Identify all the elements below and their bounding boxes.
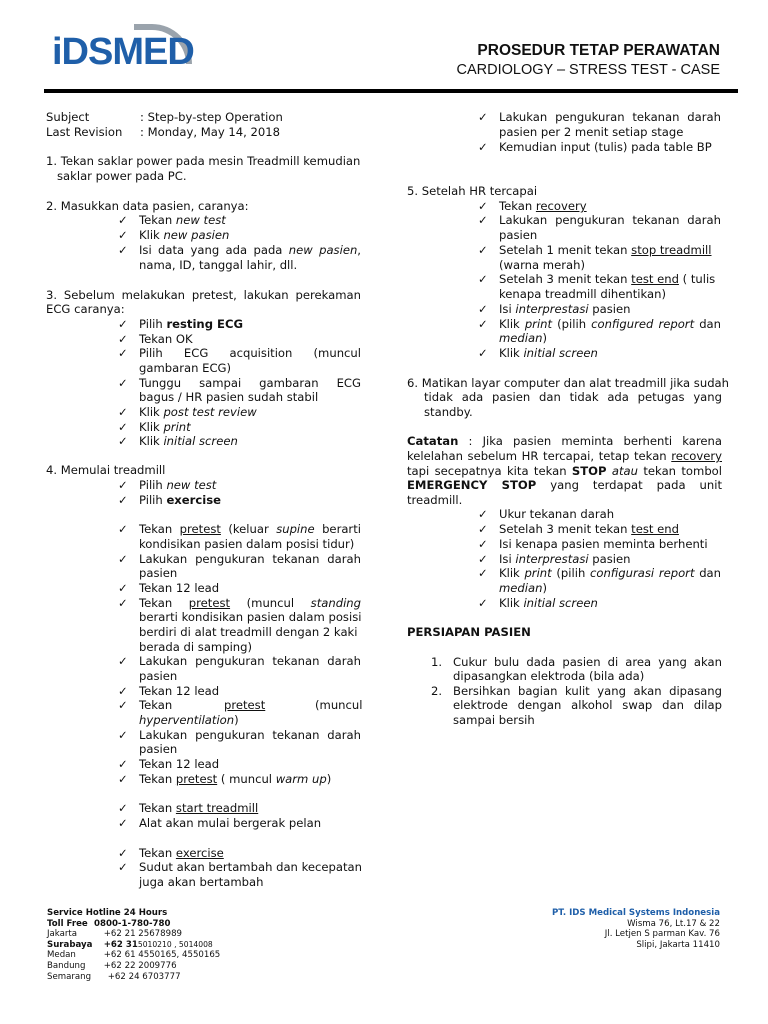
list-item: Tekan pretest (keluar supine berarti — [139, 522, 361, 536]
prep-heading: PERSIAPAN PASIEN — [407, 625, 531, 639]
address-line: Jl. Letjen S parman Kav. 76 — [604, 929, 720, 940]
checkmark-icon — [478, 199, 492, 213]
list-item: Tekan OK — [139, 332, 193, 346]
list-item: Alat akan mulai bergerak pelan — [139, 816, 322, 830]
company-name: PT. IDS Medical Systems Indonesia — [551, 908, 720, 918]
step-5-heading: 5. Setelah HR tercapai — [407, 184, 538, 198]
checkmark-icon — [118, 434, 132, 448]
checkmark-icon — [118, 522, 132, 536]
checkmark-icon — [118, 243, 132, 257]
list-item: Klik initial screen — [499, 346, 598, 360]
prep-item-cont: elektrode dengan alkohol swap dan dilap — [453, 698, 722, 712]
list-item-cont: pasien — [499, 228, 538, 242]
list-item: Lakukan pengukuran tekanan darah — [499, 213, 721, 227]
checkmark-icon — [478, 317, 492, 331]
subject-label: Subject — [46, 110, 90, 124]
bandung-row: Bandung +62 22 2009776 — [47, 960, 177, 971]
note-line-1: Catatan : Jika pasien meminta berhenti karena — [407, 434, 722, 448]
step-4-heading: 4. Memulai treadmill — [46, 463, 166, 477]
list-item: Tekan 12 lead — [139, 757, 220, 771]
prep-item: Bersihkan bagian kulit yang akan dipasang — [453, 684, 722, 698]
revision-label: Last Revision — [46, 125, 123, 139]
list-item: Setelah 3 menit tekan test end ( tulis — [499, 272, 716, 286]
step-6-line-3: standby. — [424, 405, 473, 419]
checkmark-icon — [118, 493, 132, 507]
list-item: Isi kenapa pasien meminta berhenti — [499, 537, 708, 551]
document-title: PROSEDUR TETAP PERAWATAN — [477, 42, 720, 59]
checkmark-icon — [478, 552, 492, 566]
list-item: Klik new pasien — [139, 228, 230, 242]
list-item: Isi data yang ada pada new pasien, — [139, 243, 361, 257]
list-item: Klik initial screen — [499, 596, 598, 610]
step-1-line-2: saklar power pada PC. — [57, 169, 187, 183]
checkmark-icon — [118, 552, 132, 566]
list-item-cont: berada di samping) — [139, 640, 253, 654]
list-item: Tekan 12 lead — [139, 684, 220, 698]
medan-row: Medan +62 61 4550165, 4550165 — [47, 950, 221, 961]
list-item-cont: median) — [499, 581, 547, 595]
list-item-cont: juga akan bertambah — [139, 875, 264, 889]
list-item: Tunggu sampai gambaran ECG — [139, 376, 361, 390]
checkmark-icon — [118, 654, 132, 668]
list-item: Pilih resting ECG — [139, 317, 243, 331]
checkmark-icon — [478, 537, 492, 551]
checkmark-icon — [118, 757, 132, 771]
checkmark-icon — [118, 405, 132, 419]
address-line: Slipi, Jakarta 11410 — [636, 939, 720, 950]
checkmark-icon — [118, 420, 132, 434]
checkmark-icon — [118, 213, 132, 227]
checkmark-icon — [118, 346, 132, 360]
checkmark-icon — [478, 243, 492, 257]
checkmark-icon — [118, 478, 132, 492]
list-item-cont: kondisikan pasien dalam posisi tidur) — [139, 537, 355, 551]
revision-value: : Monday, May 14, 2018 — [140, 125, 281, 139]
list-item-cont: median) — [499, 331, 547, 345]
footer-address — [552, 908, 720, 950]
list-item-cont: bagus / HR pasien sudah stabil — [139, 390, 319, 404]
prep-item-cont: sampai bersih — [453, 713, 535, 727]
checkmark-icon — [478, 346, 492, 360]
checkmark-icon — [478, 507, 492, 521]
list-item: Klik print — [139, 420, 191, 434]
prep-number: 1. — [431, 655, 443, 669]
surabaya-row: Surabaya +62 315010210 , 5014008 — [47, 939, 213, 950]
list-item: Tekan pretest ( muncul warm up) — [139, 772, 332, 786]
prep-item: Cukur bulu dada pasien di area yang akan — [453, 655, 722, 669]
logo-text: iDSMED — [52, 31, 194, 73]
list-item: Ukur tekanan darah — [499, 507, 615, 521]
hotline-title: Service Hotline 24 Hours — [47, 908, 168, 918]
step-3-line-2: ECG caranya: — [46, 302, 125, 316]
address-line: Wisma 76, Lt.17 & 22 — [627, 918, 720, 929]
semarang-row: Semarang +62 24 6703777 — [47, 971, 181, 982]
list-item-word: pretest — [224, 698, 266, 712]
checkmark-icon — [118, 317, 132, 331]
note-line-4: EMERGENCY STOP yang terdapat pada unit — [407, 478, 722, 492]
checkmark-icon — [478, 302, 492, 316]
checkmark-icon — [118, 698, 132, 712]
checkmark-icon — [118, 846, 132, 860]
list-item: Tekan new test — [139, 213, 226, 227]
list-item-cont: pasien — [139, 566, 178, 580]
list-item-cont: kenapa treadmill dihentikan) — [499, 287, 666, 301]
list-item-cont: gambaran ECG) — [139, 361, 232, 375]
checkmark-icon — [118, 772, 132, 786]
toll-free-row: Toll Free 0800-1-780-780 — [47, 918, 171, 929]
checkmark-icon — [478, 140, 492, 154]
note-line-2: kelelahan sebelum HR tercapai, tetap tekan recovery — [407, 449, 722, 463]
list-item: Tekan — [139, 698, 173, 712]
list-item-cont: pasien per 2 menit setiap stage — [499, 125, 684, 139]
list-item: Setelah 3 menit tekan test end — [499, 522, 679, 536]
list-item: Setelah 1 menit tekan stop treadmill — [499, 243, 712, 257]
checkmark-icon — [118, 801, 132, 815]
list-item: Lakukan pengukuran tekanan darah — [139, 728, 361, 742]
list-item: Tekan 12 lead — [139, 581, 220, 595]
step-2-heading: 2. Masukkan data pasien, caranya: — [46, 199, 249, 213]
subject-value: : Step-by-step Operation — [140, 110, 283, 124]
step-1-line-1: 1. Tekan saklar power pada mesin Treadmill kemudian — [46, 154, 361, 168]
list-item-cont: pasien — [139, 742, 178, 756]
note-line-5: treadmill. — [407, 493, 463, 507]
checkmark-icon — [118, 228, 132, 242]
list-item: Klik print (pilih configured report dan — [499, 317, 722, 331]
checkmark-icon — [118, 684, 132, 698]
list-item: Klik initial screen — [139, 434, 238, 448]
document-subtitle: CARDIOLOGY – STRESS TEST - CASE — [456, 62, 720, 78]
list-item: Lakukan pengukuran tekanan darah — [139, 552, 361, 566]
list-item-word: (muncul — [315, 698, 363, 712]
list-item: Lakukan pengukuran tekanan darah — [499, 110, 721, 124]
checkmark-icon — [478, 213, 492, 227]
checkmark-icon — [118, 581, 132, 595]
checkmark-icon — [118, 332, 132, 346]
list-item: Kemudian input (tulis) pada table BP — [499, 140, 712, 154]
step-6-line-1: 6. Matikan layar computer dan alat treadmill jika sudah — [407, 376, 730, 390]
footer-contacts — [47, 908, 220, 982]
list-item-cont: berdiri di alat treadmill dengan 2 kaki — [139, 625, 358, 639]
list-item-cont: pasien — [139, 669, 178, 683]
jakarta-row: Jakarta +62 21 25678989 — [47, 929, 183, 940]
step-3-line-1: 3. Sebelum melakukan pretest, lakukan perekaman — [46, 288, 361, 302]
prep-item-cont: dipasangkan elektroda (bila ada) — [453, 669, 645, 683]
list-item: Klik print (pilih configurasi report dan — [499, 566, 722, 580]
list-item: Isi interprestasi pasien — [499, 552, 631, 566]
note-line-3: tapi secepatnya kita tekan STOP atau tekan tombol — [407, 464, 722, 478]
checkmark-icon — [118, 728, 132, 742]
list-item: Tekan start treadmill — [139, 801, 259, 815]
prep-number: 2. — [431, 684, 443, 698]
idsmed-logo — [52, 26, 192, 72]
list-item: Tekan pretest (muncul standing — [139, 596, 361, 610]
checkmark-icon — [478, 272, 492, 286]
list-item: Klik post test review — [139, 405, 257, 419]
list-item: Lakukan pengukuran tekanan darah — [139, 654, 361, 668]
checkmark-icon — [118, 816, 132, 830]
list-item: Pilih new test — [139, 478, 217, 492]
list-item-cont: hyperventilation) — [139, 713, 239, 727]
checkmark-icon — [478, 522, 492, 536]
list-item: Pilih ECG acquisition (muncul — [139, 346, 361, 360]
list-item: Sudut akan bertambah dan kecepatan — [139, 860, 362, 874]
list-item-cont: berarti kondisikan pasien dalam posisi — [139, 610, 362, 624]
list-item: Tekan recovery — [499, 199, 587, 213]
list-item: Isi interprestasi pasien — [499, 302, 631, 316]
checkmark-icon — [478, 110, 492, 124]
checkmark-icon — [478, 566, 492, 580]
list-item: Pilih exercise — [139, 493, 221, 507]
checkmark-icon — [118, 596, 132, 610]
list-item-cont: nama, ID, tanggal lahir, dll. — [139, 258, 298, 272]
list-item-cont: (warna merah) — [499, 258, 585, 272]
step-6-line-2: tidak ada pasien dan tidak ada petugas yang — [424, 390, 722, 404]
header-rule — [44, 89, 738, 93]
list-item: Tekan exercise — [139, 846, 224, 860]
checkmark-icon — [118, 376, 132, 390]
checkmark-icon — [478, 596, 492, 610]
checkmark-icon — [118, 860, 132, 874]
